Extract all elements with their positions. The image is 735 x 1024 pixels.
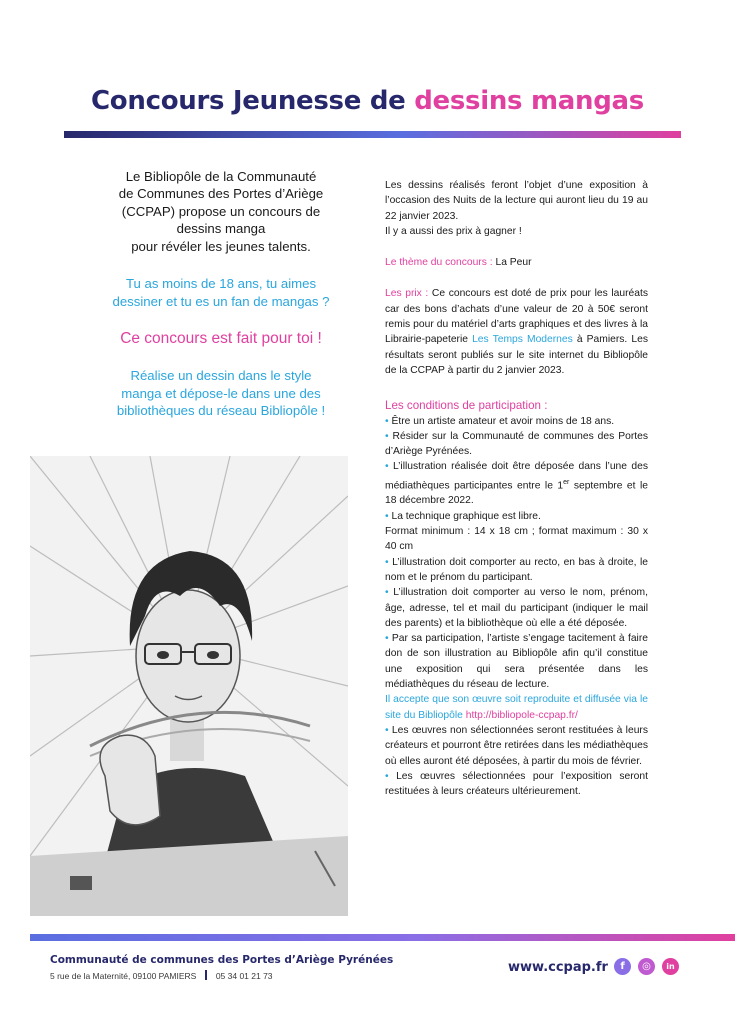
footer-bar (30, 934, 735, 941)
footer-org: Communauté de communes des Portes d’Ariège Pyrénées (50, 954, 394, 966)
reproduction-note (385, 692, 648, 723)
linkedin-icon[interactable]: in (662, 958, 679, 975)
condition-item (385, 769, 648, 800)
prizes-text-1: Ce concours est doté de prix pour les lauréats car des bons d’achats d’une valeur de 20 à 50€ seront remis pour du matériel d’arts graphiques et des livres à la Librairie-papeterie (385, 288, 649, 346)
condition-text: Les œuvres non sélectionnées seront restituées à leurs créateurs et pourront être retirées dans les médiathèques où elles auront été déposées, à partir du mois de février. (385, 724, 648, 767)
condition-text: L’illustration réalisée doit être déposée dans l’une des médiathèques participantes entre le 1 (385, 461, 648, 492)
footer-address (50, 970, 273, 981)
condition-item (385, 509, 648, 524)
condition-text: Les œuvres sélectionnées pour l’exposition seront restituées à leurs créateurs ultérieurement. (385, 770, 648, 798)
intro-line: (CCPAP) propose un concours de (121, 203, 321, 219)
condition-item (385, 459, 648, 508)
callout-text: Ce concours est fait pour toi ! (120, 330, 322, 348)
theme-label: Le thème du concours : (385, 257, 493, 269)
question-text (90, 275, 352, 310)
bullet-icon: • (385, 724, 389, 736)
prizes-text-2: à Pamiers. Les résultats seront publiés sur le site internet du Bibliopôle de la CCPAP à partir du 2 janvier 2023. (385, 334, 648, 376)
condition-text: septembre et le 18 décembre 2022. (385, 480, 648, 507)
condition-text: Résider sur la Communauté de communes des Portes d’Ariège Pyrénées. (385, 430, 648, 458)
divider (205, 970, 207, 980)
intro-paragraph (385, 178, 648, 224)
bullet-icon: • (385, 633, 389, 645)
condition-text: L’illustration doit comporter au recto, en bas à droite, le nom et le prénom du participant. (385, 556, 648, 583)
prizes-paragraph (385, 286, 648, 378)
website-link[interactable]: www.ccpap.fr (508, 960, 608, 975)
reproduction-text: Il accepte que son œuvre soit reproduite et diffusée via le site du Bibliopôle (385, 694, 648, 721)
bullet-icon: • (385, 430, 389, 442)
conditions-title: Les conditions de participation : (385, 399, 548, 413)
condition-item (385, 585, 648, 631)
title-accent: dessins mangas (414, 86, 644, 116)
intro-text (90, 168, 352, 255)
format-line: Format minimum : 14 x 18 cm ; format maximum : 30 x 40 cm (385, 526, 648, 553)
intro-line: pour révéler les jeunes talents. (131, 238, 311, 254)
bullet-icon: • (385, 770, 389, 782)
question-line: dessiner et tu es un fan de mangas ? (112, 293, 330, 309)
condition-text: Par sa participation, l’artiste s’engage tacitement à faire don de son illustration au Bibliopôle afin qu’il constitue une exposition qui sera présentée dans les médiathèques du réseau de lecture. (385, 633, 648, 691)
theme-value: La Peur (492, 257, 532, 269)
intro-line: dessins manga (176, 221, 266, 237)
prize-teaser: Il y a aussi des prix à gagner ! (385, 225, 522, 237)
action-line: Réalise un dessin dans le style (130, 368, 312, 384)
condition-item (385, 723, 648, 769)
bullet-icon: • (385, 415, 389, 427)
action-text (90, 367, 352, 420)
shop-name: Les Temps Modernes (472, 334, 573, 346)
facebook-icon[interactable]: f (614, 958, 631, 975)
question-line: Tu as moins de 18 ans, tu aimes (125, 276, 317, 292)
prizes-label: Les prix : (385, 288, 429, 300)
bullet-icon: • (385, 510, 389, 522)
condition-item (385, 414, 648, 429)
theme-line (385, 255, 648, 270)
action-line: bibliothèques du réseau Bibliopôle ! (116, 403, 326, 419)
condition-text: Être un artiste amateur et avoir moins de 18 ans. (388, 415, 615, 427)
title-underline (64, 131, 681, 138)
intro-line: Le Bibliopôle de la Communauté (125, 169, 317, 184)
phone-text: 05 34 01 21 73 (215, 971, 273, 981)
condition-item (385, 555, 648, 586)
condition-text: La technique graphique est libre. (388, 510, 541, 522)
condition-item (385, 631, 648, 692)
bullet-icon: • (385, 556, 389, 568)
page-title (0, 86, 735, 116)
bullet-icon: • (385, 461, 389, 473)
address-text: 5 rue de la Maternité, 09100 PAMIERS (50, 971, 197, 981)
instagram-icon[interactable]: ◎ (638, 958, 655, 975)
condition-item (385, 429, 648, 460)
title-part1: Concours Jeunesse de (91, 86, 415, 116)
action-line: manga et dépose-le dans une des (121, 385, 321, 401)
condition-text: L’illustration doit comporter au verso le nom, prénom, âge, adresse, tel et mail du participant (indiquer le mail des parents) et la bibliothèque où elle a été déposée. (385, 587, 648, 629)
manga-illustration (30, 456, 348, 916)
right-column (385, 178, 648, 799)
superscript: er (563, 478, 570, 486)
bullet-icon: • (385, 587, 389, 599)
intro-line: de Communes des Portes d’Ariège (118, 186, 324, 202)
bibliopole-link[interactable]: http://bibliopole-ccpap.fr/ (465, 709, 578, 721)
left-column (90, 168, 352, 420)
intro-paragraph-text: Les dessins réalisés feront l’objet d’une exposition à l’occasion des Nuits de la lecture qui auront lieu du 19 au 22 janvier 2023. (385, 180, 648, 222)
